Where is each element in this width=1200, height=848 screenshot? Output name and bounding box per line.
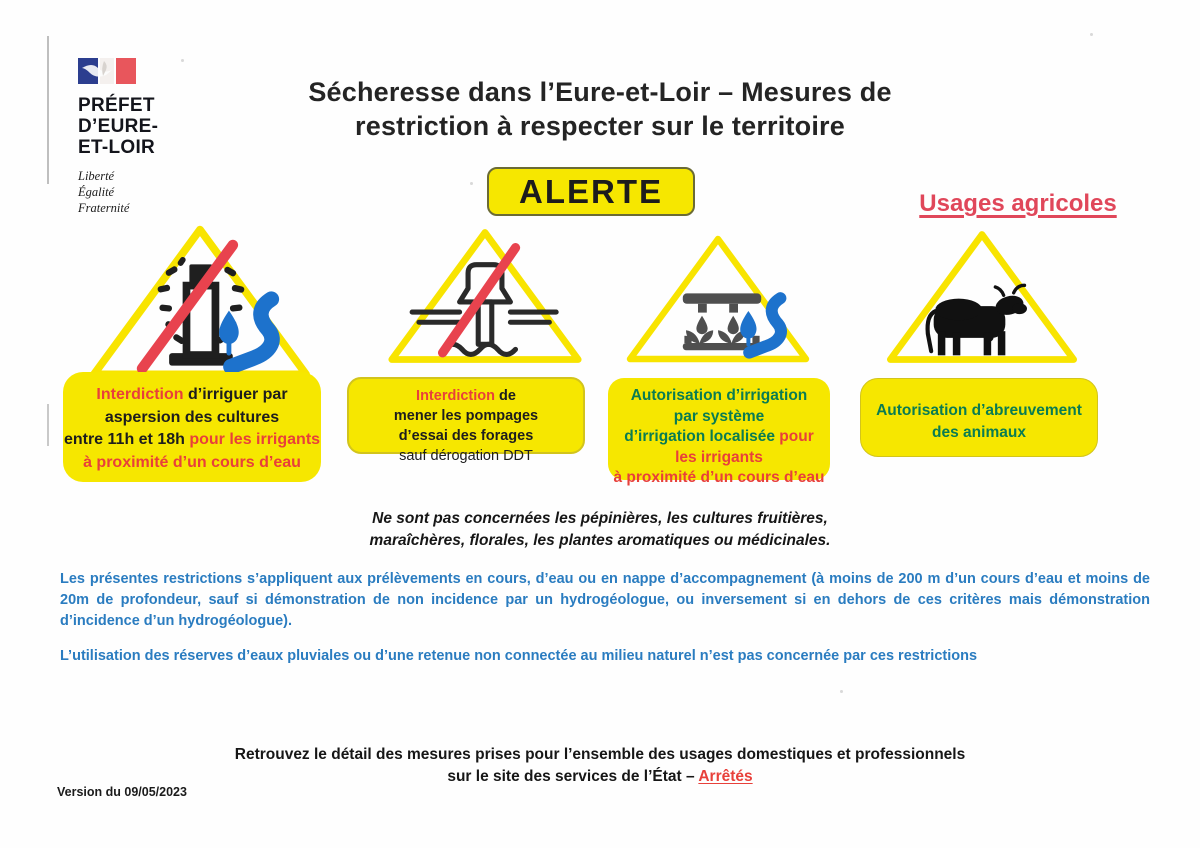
- water-waves: [444, 344, 515, 354]
- rule-card-watering-authorisation: Autorisation d’abreuvement des animaux: [860, 378, 1098, 457]
- rule-card-pumping-ban: Interdiction de mener les pompages d’essai des forages sauf dérogation DDT: [347, 377, 585, 454]
- water-drop-icon: [696, 316, 707, 334]
- logo-name-line: PRÉFET: [78, 95, 155, 116]
- logo-motto-line: Liberté: [78, 168, 115, 183]
- sprinkler-glyph: [157, 256, 245, 366]
- category-heading-usages-agricoles: Usages agricoles: [919, 190, 1117, 217]
- drip-irrigation-icon: [622, 226, 814, 372]
- alert-level-label: ALERTE: [519, 172, 663, 210]
- warning-triangle-no-sprinkler: [78, 220, 322, 384]
- logo-motto-line: Égalité: [78, 184, 115, 199]
- scan-speck: [840, 690, 843, 693]
- borehole-pump-glyph: [412, 265, 556, 355]
- prefecture-logo: [78, 58, 228, 216]
- warning-triangle-drip-irrigation: [622, 226, 814, 372]
- scan-artifact: [47, 404, 49, 446]
- footer-line2: sur le site des services de l’État – Arrêtés: [447, 767, 753, 785]
- page-title-line2: restriction à respecter sur le territoire: [355, 110, 845, 141]
- restrictions-scope-paragraph: Les présentes restrictions s’appliquent aux prélèvements en cours, d’eau ou en nappe d’accompagnement (à moins de 200 m d’un cours d’eau et moins de 20m de profondeur, sauf si démonstration de non incidence par un hydrogéologue, ou inversement si en dehors de ces critères mais démonstration d’incidence d’un hydrogéologue).: [60, 571, 1150, 630]
- logo-motto-line: Fraternité: [78, 201, 130, 216]
- version-label: Version du 09/05/2023: [57, 785, 187, 799]
- rule-keyword: Interdiction: [96, 386, 184, 403]
- scan-speck: [1090, 33, 1093, 36]
- cow-icon: [882, 224, 1082, 370]
- logo-name-line: ET-LOIR: [78, 136, 156, 158]
- footer-line1: Retrouvez le détail des mesures prises pour l’ensemble des usages domestiques et professionnels: [234, 746, 966, 763]
- page-title: [230, 76, 970, 144]
- rule-keyword: Autorisation d’irrigation: [630, 387, 808, 404]
- rule-card-drip-authorisation: Autorisation d’irrigation par système d’irrigation localisée pour les irrigants à proximité d’un cours d’eau: [608, 378, 830, 480]
- warning-triangle-no-pumping: [383, 224, 587, 368]
- rule-card-sprinkler-ban: Interdiction d’irriguer par aspersion des cultures entre 11h et 18h pour les irrigants à proximité d’un cours d’eau: [63, 372, 321, 482]
- rainwater-reserves-paragraph: L’utilisation des réserves d’eaux pluviales ou d’une retenue non connectée au milieu naturel n’est pas concernée par ces restrictions: [60, 648, 978, 664]
- exclusion-note: Ne sont pas concernées les pépinières, les cultures fruitières, maraîchères, florales, les plantes aromatiques ou médicinales.: [369, 510, 831, 550]
- no-borehole-pumping-icon: [383, 224, 587, 368]
- no-sprinkler-irrigation-icon: [78, 220, 322, 384]
- rule-keyword: Interdiction: [416, 388, 495, 404]
- page-title-line1: Sécheresse dans l’Eure-et-Loir – Mesures de: [308, 77, 892, 107]
- logo-name-line: D’EURE-: [78, 115, 159, 137]
- rule-keyword: Autorisation d’abreuvement: [876, 402, 1082, 419]
- french-flag-icon: [78, 58, 136, 88]
- footer-note: [140, 744, 1060, 787]
- water-drop-icon: [728, 316, 739, 334]
- arretes-link[interactable]: Arrêtés: [698, 767, 753, 785]
- alert-level-badge: [487, 167, 695, 216]
- triangle-outline: [890, 235, 1073, 360]
- cow-silhouette: [928, 285, 1027, 355]
- warning-triangle-livestock: [882, 224, 1082, 370]
- scan-speck: [470, 182, 473, 185]
- scan-artifact: [47, 36, 49, 184]
